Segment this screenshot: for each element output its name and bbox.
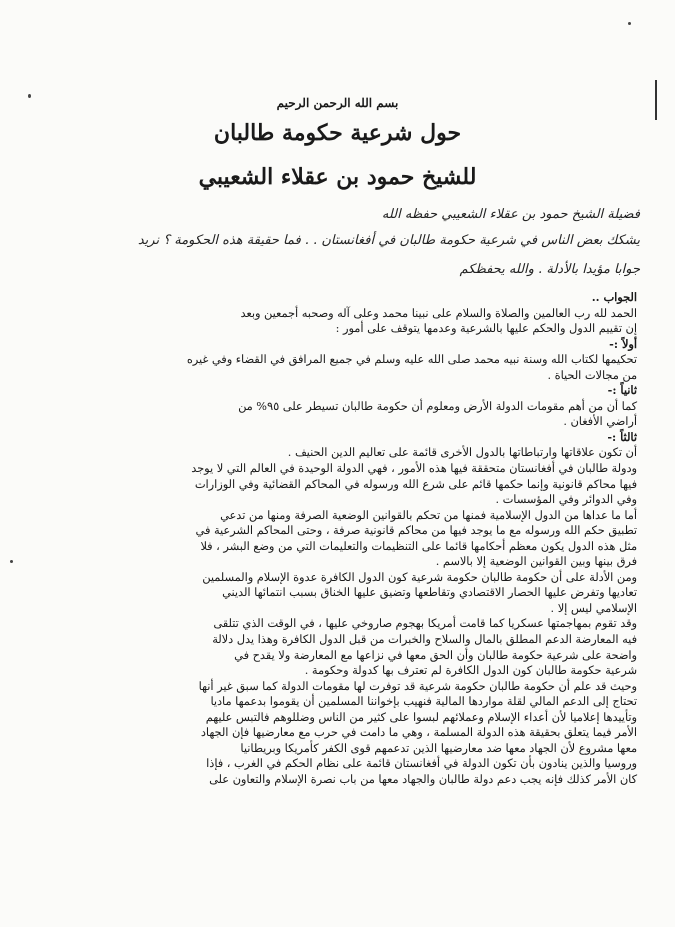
- body-line: فيها محاكم قانونية وإنما حكمها قائم على شرع الله ورسوله في المحاكم القضائية وفي الوزارات: [194, 477, 637, 491]
- body-line: الأمر فيما يتعلق بحقيقة هذه الدولة المسلمة ، وهي ما دامت في حرب مع معارضيها فإن الجهاد: [200, 726, 637, 740]
- body-line: كان الأمر كذلك فإنه يجب دعم دولة طالبان والجهاد معها من باب نصرة الإسلام والتعاون على: [209, 772, 637, 786]
- basmala: بسم الله الرحمن الرحيم: [276, 96, 399, 110]
- question-salutation: فضيلة الشيخ حمود بن عقلاء الشعيبي حفظه الله: [381, 207, 640, 222]
- body-line: شرعية حكومة طالبان كون الدول الكافرة لم تعترف بها كدولة وحكومة .: [304, 664, 637, 678]
- body-line: وفي الدوائر وفي المؤسسات .: [495, 493, 637, 507]
- body-line: فرق بينها وبين القوانين الوضعية إلا بالاسم .: [435, 555, 637, 569]
- body-line: تعاديها وتفرض عليها الحصار الاقتصادي وتقاطعها وتضيق عليها الخناق بسبب انتمائها الديني: [222, 586, 637, 600]
- body-line: الإسلامي ليس إلا .: [550, 601, 637, 615]
- question-line: يشكك بعض الناس في شرعية حكومة طالبان في أفغانستان . . فما حقيقة هذه الحكومة ؟ نريد: [137, 233, 640, 248]
- body-line: أراضي الأفغان .: [563, 415, 637, 429]
- body-line: وروسيا والذين ينادون بأن تكون الدولة في أفغانستان قائمة على نظام الحكم في الغرب ، فإذا: [206, 757, 637, 771]
- body-line: ومن الأدلة على أن حكومة طالبان حكومة شرعية كون الدول الكافرة عدوة الإسلام والمسلمين: [202, 570, 637, 584]
- answer-body: [37, 290, 637, 788]
- body-line: أما ما عداها من الدول الإسلامية فمنها من تحكم بالقوانين الوضعية الصرفة ومنها من تدعي: [220, 508, 637, 522]
- body-line: فيه المعارضة الدعم المطلق بالمال والسلاح والخبرات من قبل الدول الكافرة وهذا يدل دلالة: [212, 633, 637, 647]
- body-line: الحمد لله رب العالمين والصلاة والسلام على نبينا محمد وعلى آله وصحبه أجمعين وبعد: [240, 306, 637, 320]
- scan-speck: [628, 22, 631, 25]
- body-line: وتأييدها إعلاميا لأن أعداء الإسلام وعملائهم لبسوا على كثير من الناس وضللوهم فالتبس عليهم: [205, 710, 637, 724]
- section-heading: ثانياً :-: [607, 383, 637, 398]
- body-line: تحكيمها لكتاب الله وسنة نبيه محمد صلى الله عليه وسلم في جميع المرافق في القضاء وفي غيره: [186, 353, 637, 367]
- section-heading: أولاً :-: [609, 336, 637, 351]
- body-line: تحتاج إلى الدعم المالي لقلة مواردها المالية فنهيب بإخواننا المسلمين أن يقوموا بدعمها ماديا: [210, 695, 637, 709]
- question-line: جوابا مؤيدا بالأدلة . والله يحفظكم: [459, 262, 640, 277]
- body-line: من مجالات الحياة .: [547, 368, 637, 382]
- section-heading: الجواب ..: [591, 290, 637, 304]
- scan-speck: [10, 560, 13, 563]
- body-line: ودولة طالبان في أفغانستان متحققة فيها هذه الأمور ، فهي الدولة الوحيدة في العالم التي لا يوجد: [191, 462, 637, 476]
- body-line: وقد تقوم بمهاجمتها عسكريا كما قامت أمريكا بهجوم صاروخي عليها ، في الوقت الذي تتلقى: [213, 617, 637, 631]
- document-title: حول شرعية حكومة طالبان: [213, 120, 462, 146]
- body-line: أن تكون علاقاتها وارتباطاتها بالدول الأخرى قائمة على تعاليم الدين الحنيف .: [287, 446, 637, 460]
- body-line: إن تقييم الدول والحكم عليها بالشرعية وعدمها يتوقف على أمور :: [335, 322, 637, 336]
- document-author: للشيخ حمود بن عقلاء الشعيبي: [198, 164, 477, 190]
- body-line: واضحة على شرعية حكومة طالبان وأن الحق معها في نزاعها مع المعارضة ولا يقدح في: [234, 648, 637, 662]
- section-heading: ثالثاً :-: [607, 429, 637, 444]
- body-line: وحيث قد علم أن حكومة طالبان حكومة شرعية قد توفرت لها مقومات الدولة كما سبق غير أنها: [198, 679, 637, 693]
- body-line: كما أن من أهم مقومات الدولة الأرض ومعلوم أن حكومة طالبان تسيطر على ٩٥% من: [238, 399, 637, 413]
- body-line: معها مشروع لأن الجهاد معها ضد معارضيها الذين تدعمهم قوى الكفر كأمريكا وبريطانيا: [240, 741, 637, 755]
- body-line: مثل هذه الدول يكون معظم أحكامها قائما على التنظيمات والتعليمات التي من وضع البشر ، فلا: [200, 539, 637, 553]
- body-line: تطبيق حكم الله ورسوله مع ما يوجد فيها من محاكم قانونية صرفة ، وحتى المحاكم الشرعية في: [195, 524, 637, 538]
